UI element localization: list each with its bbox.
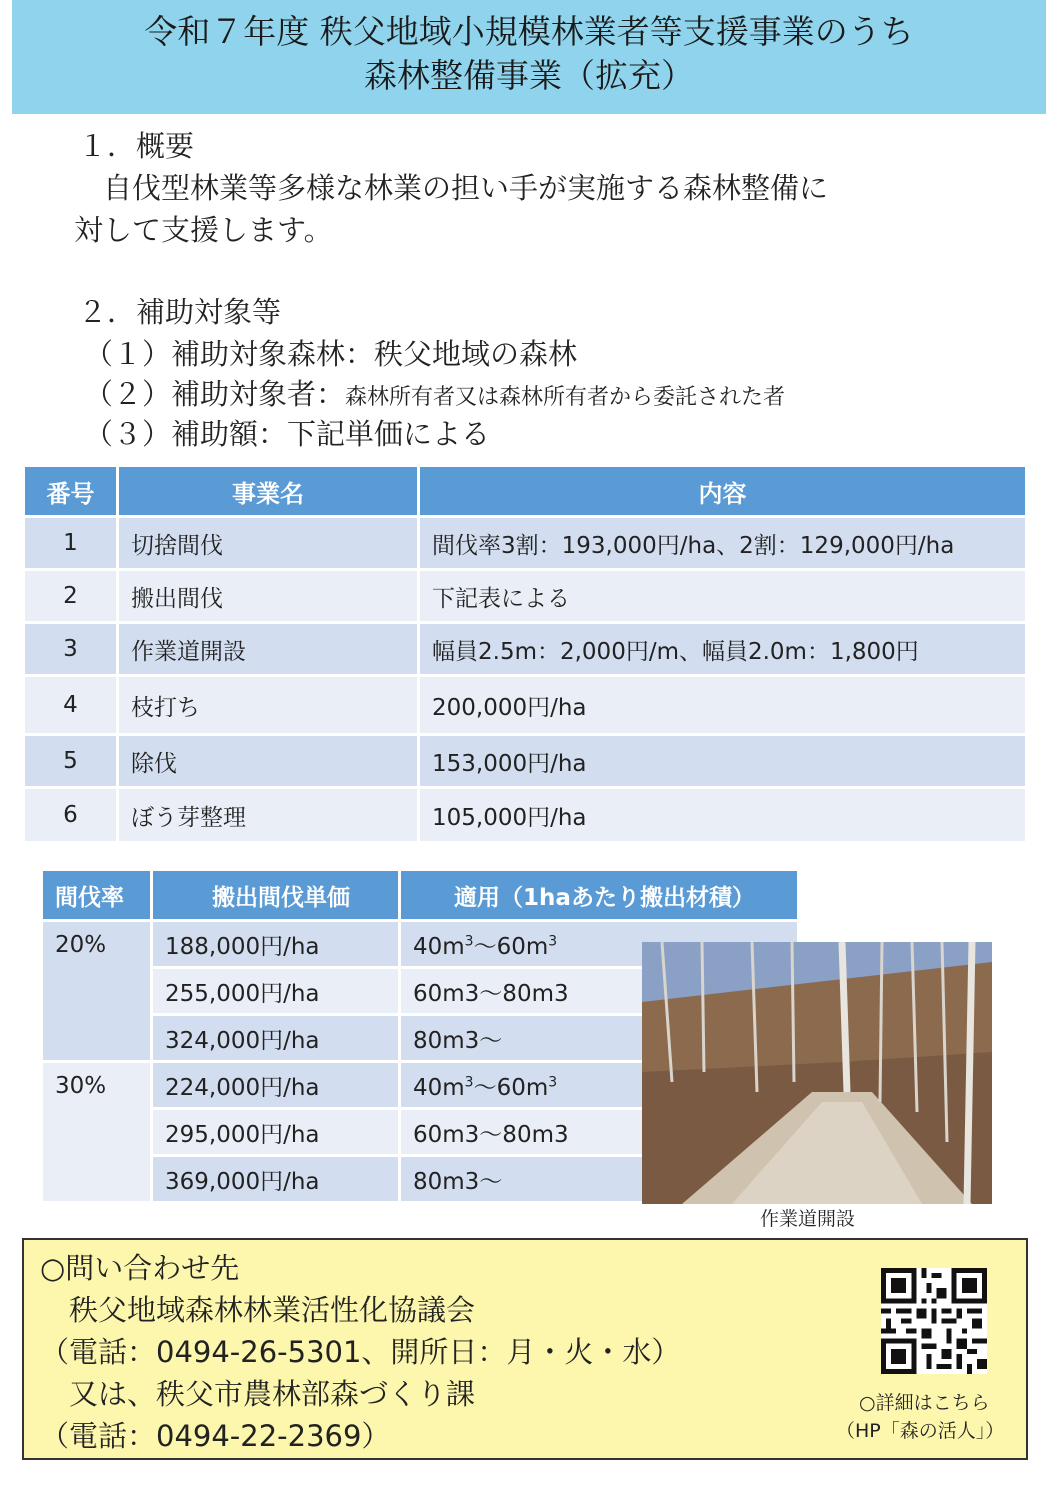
rate-cell: 30%	[42, 1062, 152, 1203]
overview-heading: １．概要	[78, 129, 195, 163]
table-row	[24, 676, 1027, 735]
contact-title: ○問い合わせ先	[40, 1251, 240, 1285]
forest-road-illustration	[642, 942, 992, 1204]
row-project: 搬出間伐	[118, 570, 419, 623]
contact-org-1: 秩父地域森林林業活性化協議会	[40, 1293, 476, 1327]
price-cell: 188,000円/ha	[152, 921, 400, 968]
row-number: 5	[24, 735, 118, 788]
subsidy-table	[22, 464, 1028, 844]
range-cell: 80m3～	[400, 1156, 799, 1203]
range-cell: $40m^3\sim 60m^3$	[400, 1062, 799, 1109]
table-row	[24, 517, 1027, 570]
subsidy-item-amount: （３）補助額：下記単価による	[84, 417, 491, 451]
subsidy-item-forest: （１）補助対象森林：秩父地域の森林	[84, 337, 578, 371]
price-cell: 324,000円/ha	[152, 1015, 400, 1062]
row-content: 200,000円/ha	[419, 676, 1027, 735]
title-line-2: 森林整備事業（拡充）	[364, 56, 694, 95]
col-number: 番号	[24, 466, 118, 517]
row-number: 1	[24, 517, 118, 570]
recipient-label: （２）補助対象者：	[84, 377, 346, 411]
table-row	[24, 735, 1027, 788]
row-content: 間伐率3割：193,000円/ha、2割：129,000円/ha	[419, 517, 1027, 570]
subsidy-heading: ２．補助対象等	[78, 295, 282, 329]
row-project: ぼう芽整理	[118, 788, 419, 843]
range-cell: $40m^3\sim 60m^3$	[400, 921, 799, 968]
contact-phone-1: （電話：0494-26-5301、開所日：月・火・水）	[40, 1335, 681, 1369]
col-range: 適用（1haあたり搬出材積）	[400, 870, 799, 921]
row-project: 枝打ち	[118, 676, 419, 735]
qr-caption-1: ○詳細はこちら	[859, 1392, 990, 1414]
contact-phone-2: （電話：0494-22-2369）	[40, 1419, 391, 1453]
qr-caption-2[interactable]: （HP「森の活人」）	[836, 1420, 1005, 1442]
range-cell: 60m3～80m3	[400, 968, 799, 1015]
row-project: 除伐	[118, 735, 419, 788]
photo-caption: 作業道開設	[760, 1208, 856, 1230]
row-project: 作業道開設	[118, 623, 419, 676]
table-row	[24, 570, 1027, 623]
row-content: 105,000円/ha	[419, 788, 1027, 843]
price-cell: 369,000円/ha	[152, 1156, 400, 1203]
price-cell: 224,000円/ha	[152, 1062, 400, 1109]
col-content: 内容	[419, 466, 1027, 517]
row-content: 153,000円/ha	[419, 735, 1027, 788]
row-content: 幅員2.5m：2,000円/m、幅員2.0m：1,800円	[419, 623, 1027, 676]
col-price: 搬出間伐単価	[152, 870, 400, 921]
table-row	[24, 788, 1027, 843]
row-number: 6	[24, 788, 118, 843]
rate-cell: 20%	[42, 921, 152, 1062]
subsidy-item-recipient	[84, 372, 785, 413]
forest-road-photo	[642, 942, 992, 1204]
overview-text-2: 対して支援します。	[74, 213, 333, 247]
row-number: 3	[24, 623, 118, 676]
range-cell: 60m3～80m3	[400, 1109, 799, 1156]
row-number: 4	[24, 676, 118, 735]
price-cell: 295,000円/ha	[152, 1109, 400, 1156]
qr-code[interactable]	[881, 1268, 987, 1374]
table-row	[24, 623, 1027, 676]
col-rate: 間伐率	[42, 870, 152, 921]
page-header	[12, 0, 1046, 114]
overview-text-1: 自伐型林業等多様な林業の担い手が実施する森林整備に	[74, 171, 829, 205]
table-header-row	[42, 870, 799, 921]
contact-org-2: 又は、秩父市農林部森づくり課	[40, 1377, 476, 1411]
recipient-value: 森林所有者又は森林所有者から委託された者	[345, 385, 786, 410]
row-project: 切捨間伐	[118, 517, 419, 570]
row-content: 下記表による	[419, 570, 1027, 623]
price-cell: 255,000円/ha	[152, 968, 400, 1015]
title-line-1: 令和７年度 秩父地域小規模林業者等支援事業のうち	[144, 12, 914, 51]
range-cell: 80m3～	[400, 1015, 799, 1062]
col-project: 事業名	[118, 466, 419, 517]
table-header-row	[24, 466, 1027, 517]
row-number: 2	[24, 570, 118, 623]
contact-box	[22, 1238, 1028, 1460]
